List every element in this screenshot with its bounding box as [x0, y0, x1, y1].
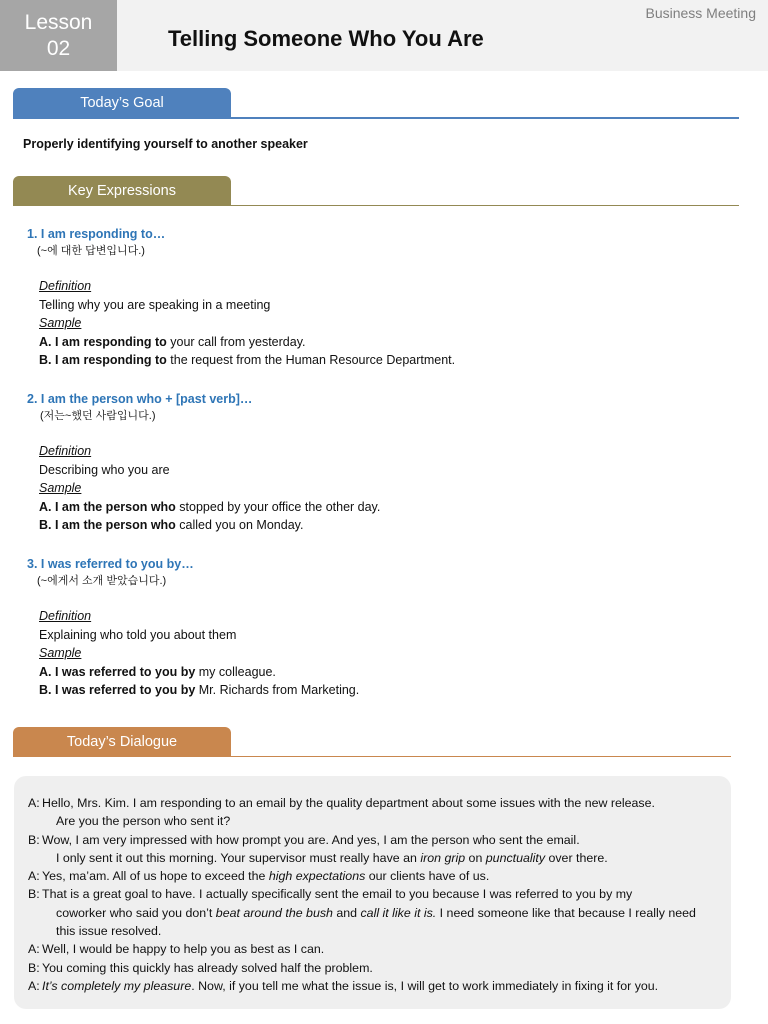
expression-1: [27, 225, 747, 370]
dialogue-tab: Today’s Dialogue: [13, 727, 231, 756]
sample-b: B. I am the person who called you on Monday.: [39, 518, 304, 532]
speaker-label: A:: [28, 942, 40, 957]
key-section-header: [13, 176, 739, 206]
dialogue-rule: [13, 756, 731, 757]
dialogue-box: [14, 776, 731, 1009]
dialogue-line: B: That is a great goal to have. I actually specifically sent the email to you because I was referred to you by my coworker who said you don’t beat around the bush and call it like it is. I need someone like that because I really need this issue resolved.: [28, 885, 728, 940]
dialogue-line: B: Wow, I am very impressed with how prompt you are. And yes, I am the person who sent the email. I only sent it out this morning. Your supervisor must really have an iron grip on punctuality over there.: [28, 831, 728, 868]
definition-label: Definition: [39, 279, 92, 293]
dialogue-lines: [28, 794, 728, 995]
speaker-label: A:: [28, 796, 40, 810]
dialogue-line: A: Hello, Mrs. Kim. I am responding to an email by the quality department about some issues with the new release. Are you the person who sent it?: [28, 794, 728, 831]
expression-title: 2. I am the person who + [past verb]…: [27, 392, 253, 406]
expression-body: [27, 277, 747, 370]
speaker-label: B:: [28, 832, 40, 847]
expression-body: [27, 607, 747, 700]
goal-rule: [13, 117, 739, 119]
page-title: Telling Someone Who You Are: [168, 26, 484, 51]
goal-section-header: [13, 88, 739, 118]
definition-label: Definition: [39, 444, 92, 458]
expression-2: [27, 390, 747, 535]
speaker-label: A:: [28, 978, 40, 993]
sample-a: A. I am responding to your call from yesterday.: [39, 334, 306, 349]
expression-korean: (~에게서 소개 받았습니다.): [37, 575, 167, 587]
sample-label: Sample: [39, 316, 82, 330]
definition-label: Definition: [39, 609, 92, 623]
lesson-number: 02: [46, 36, 71, 60]
dialogue-line: B: You coming this quickly has already solved half the problem.: [28, 959, 728, 977]
dialogue-line: A: It’s completely my pleasure. Now, if you tell me what the issue is, I will get to work immediately in fixing it for you.: [28, 977, 728, 995]
series-label: Business Meeting: [645, 5, 756, 21]
goal-tab: Today’s Goal: [13, 88, 231, 117]
expression-body: [27, 442, 747, 535]
expression-korean: (저는~했던 사람입니다.): [40, 410, 156, 422]
dialogue-line: A: Well, I would be happy to help you as best as I can.: [28, 940, 728, 958]
speaker-label: A:: [28, 869, 40, 884]
speaker-label: B:: [28, 960, 40, 975]
sample-label: Sample: [39, 481, 82, 495]
definition-text: Describing who you are: [39, 462, 170, 477]
expression-title: 3. I was referred to you by…: [27, 557, 194, 571]
dialogue-line: A: Yes, ma’am. All of us hope to exceed the high expectations our clients have of us.: [28, 867, 728, 885]
key-rule: [13, 205, 739, 206]
expression-3: [27, 555, 747, 700]
definition-text: Explaining who told you about them: [39, 627, 237, 642]
lesson-word: Lesson: [24, 10, 93, 34]
sample-label: Sample: [39, 646, 82, 660]
sample-b: B. I am responding to the request from the Human Resource Department.: [39, 353, 456, 367]
definition-text: Telling why you are speaking in a meeting: [39, 297, 271, 312]
dialogue-section-header: [13, 727, 731, 757]
key-tab: Key Expressions: [13, 176, 231, 205]
expression-korean: (~에 대한 답변입니다.): [37, 245, 145, 257]
sample-a: A. I am the person who stopped by your office the other day.: [39, 499, 381, 514]
sample-a: A. I was referred to you by my colleague.: [39, 664, 276, 679]
speaker-label: B:: [28, 887, 40, 902]
lesson-badge: [0, 0, 117, 71]
expression-title: 1. I am responding to…: [27, 227, 166, 241]
sample-b: B. I was referred to you by Mr. Richards from Marketing.: [39, 683, 360, 697]
goal-text: Properly identifying yourself to another speaker: [23, 137, 308, 151]
